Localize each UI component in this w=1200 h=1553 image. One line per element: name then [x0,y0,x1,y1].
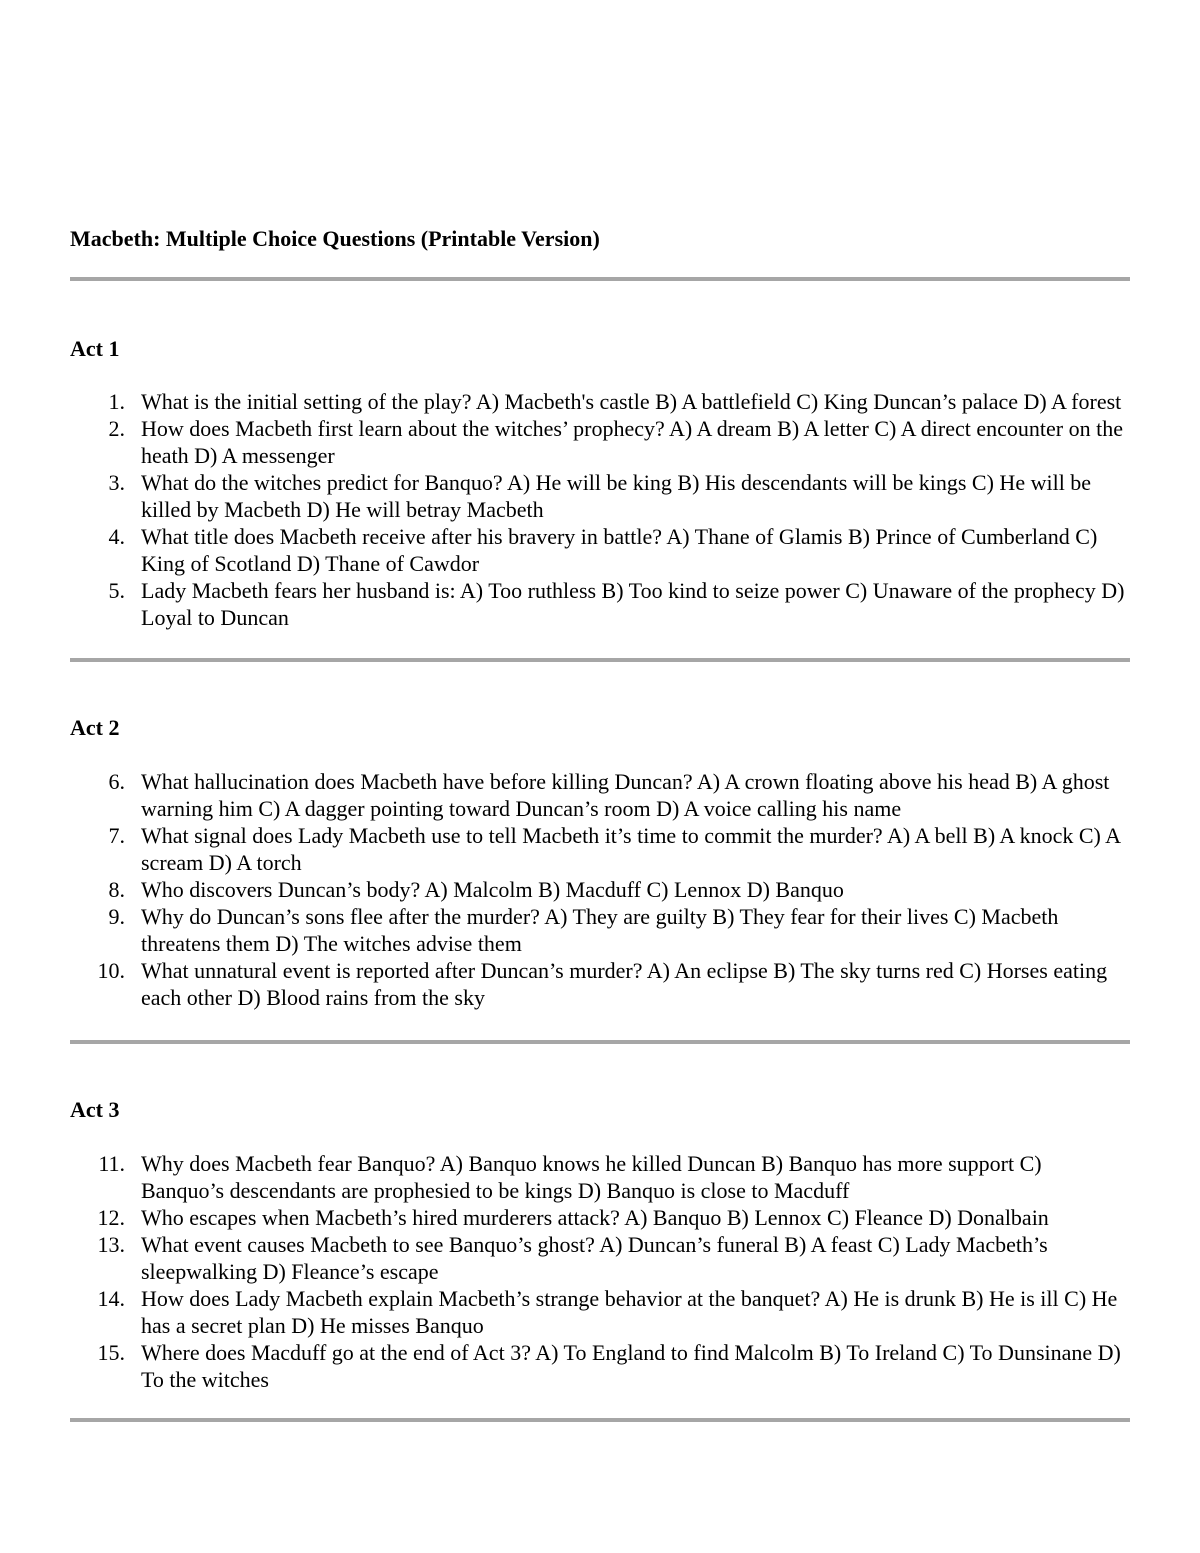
question-text: How does Macbeth first learn about the witches’ prophecy? A) A dream B) A letter C) A direct encounter on the heath D) A messenger [141,416,1123,468]
act-heading: Act 1 [70,336,120,361]
question-item [70,388,1130,415]
question-number: 12. [97,1205,125,1230]
question-item [70,1285,1130,1339]
question-text: Why does Macbeth fear Banquo? A) Banquo knows he killed Duncan B) Banquo has more support C) Banquo’s descendants are prophesied to be kings D) Banquo is close to Macduff [141,1151,1042,1203]
question-text: Who escapes when Macbeth’s hired murderers attack? A) Banquo B) Lennox C) Fleance D) Donalbain [141,1205,1049,1230]
question-list [70,768,1130,1011]
question-number: 13. [97,1232,125,1257]
question-item [70,876,1130,903]
question-item [70,1231,1130,1285]
question-text: What unnatural event is reported after Duncan’s murder? A) An eclipse B) The sky turns red C) Horses eating each other D) Blood rains from the sky [141,958,1108,1010]
question-number: 15. [97,1340,125,1365]
question-text: Why do Duncan’s sons flee after the murder? A) They are guilty B) They fear for their lives C) Macbeth threatens them D) The witches advise them [141,904,1059,956]
question-text: Who discovers Duncan’s body? A) Malcolm B) Macduff C) Lennox D) Banquo [141,877,844,902]
title-divider [70,277,1130,281]
question-list [70,388,1130,631]
act-2-section [70,713,1130,1044]
question-item [70,1150,1130,1204]
question-number: 10. [97,958,125,983]
page-title: Macbeth: Multiple Choice Questions (Printable Version) [70,226,600,251]
question-number: 2. [108,416,125,441]
question-number: 7. [108,823,125,848]
question-text: What do the witches predict for Banquo? A) He will be king B) His descendants will be kings C) He will be killed by Macbeth D) He will betray Macbeth [141,470,1092,522]
question-number: 4. [108,524,125,549]
question-item [70,957,1130,1011]
section-divider [70,1040,1130,1044]
question-text: What hallucination does Macbeth have before killing Duncan? A) A crown floating above his head B) A ghost warning him C) A dagger pointing toward Duncan’s room D) A voice calling his name [141,769,1110,821]
question-item [70,903,1130,957]
question-number: 8. [108,877,125,902]
section-divider [70,1418,1130,1422]
question-item [70,1204,1130,1231]
question-number: 11. [98,1151,125,1176]
question-number: 6. [108,769,125,794]
question-text: What event causes Macbeth to see Banquo’s ghost? A) Duncan’s funeral B) A feast C) Lady Macbeth’s sleepwalking D) Fleance’s escape [141,1232,1048,1284]
question-item [70,415,1130,469]
act-3-section [70,1095,1130,1422]
question-item [70,523,1130,577]
act-1-section [70,334,1130,662]
question-item [70,577,1130,631]
question-text: What signal does Lady Macbeth use to tell Macbeth it’s time to commit the murder? A) A bell B) A knock C) A scream D) A torch [141,823,1120,875]
question-item [70,822,1130,876]
question-number: 14. [97,1286,125,1311]
act-heading: Act 2 [70,715,120,740]
question-item [70,469,1130,523]
question-text: What is the initial setting of the play? A) Macbeth's castle B) A battlefield C) King Duncan’s palace D) A forest [141,389,1122,414]
question-number: 3. [108,470,125,495]
question-text: Where does Macduff go at the end of Act 3? A) To England to find Malcolm B) To Ireland C) To Dunsinane D) To the witches [141,1340,1121,1392]
question-number: 1. [108,389,125,414]
question-number: 5. [108,578,125,603]
question-item [70,768,1130,822]
section-divider [70,658,1130,662]
question-text: How does Lady Macbeth explain Macbeth’s strange behavior at the banquet? A) He is drunk B) He is ill C) He has a secret plan D) He misses Banquo [141,1286,1118,1338]
question-number: 9. [108,904,125,929]
question-text: Lady Macbeth fears her husband is: A) Too ruthless B) Too kind to seize power C) Unaware of the prophecy D) Loyal to Duncan [141,578,1125,630]
document-page [70,224,1130,1422]
question-list [70,1150,1130,1393]
question-item [70,1339,1130,1393]
act-heading: Act 3 [70,1097,120,1122]
question-text: What title does Macbeth receive after his bravery in battle? A) Thane of Glamis B) Prince of Cumberland C) King of Scotland D) Thane of Cawdor [141,524,1098,576]
